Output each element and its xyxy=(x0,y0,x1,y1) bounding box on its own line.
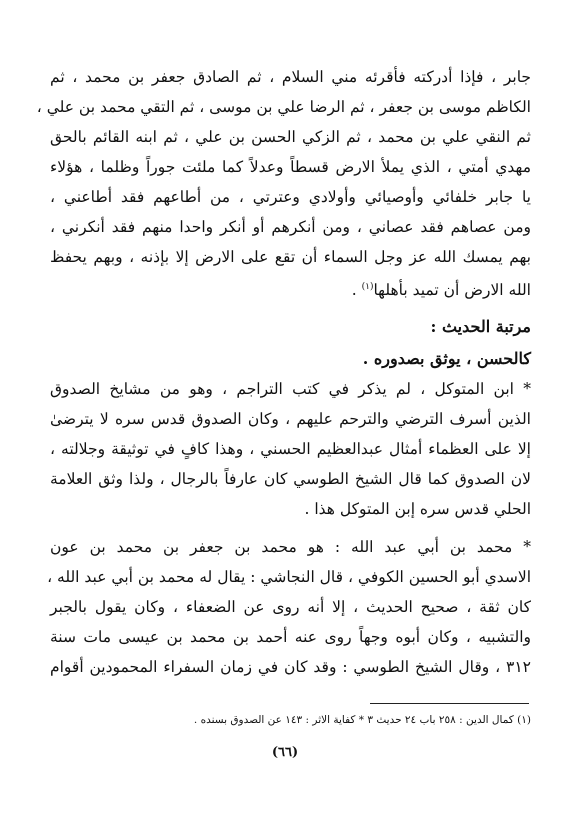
text-line: ومن عصاهم فقد عصاني ، ومن أنكرهم أو أنكر واحدا منهم فقد أنكرني ، xyxy=(50,218,531,236)
footnote-divider xyxy=(370,703,529,704)
text-line: الكاظم موسى بن جعفر ، ثم الرضا علي بن موسى ، ثم التقي محمد بن علي ، xyxy=(36,98,531,116)
text-line: لان الصدوق كما قال الشيخ الطوسي كان عارفاً بالرجال ، ولذا وثق العلامة xyxy=(50,470,531,488)
text-line xyxy=(50,276,531,301)
text-line: جابر ، فإذا أدركته فأقرئه مني السلام ، ثم الصادق جعفر بن محمد ، ثم xyxy=(50,68,531,86)
text-line: يا جابر خلفائي وأوصيائي وأولادي وعترتي ، من أطاعهم فقد أطاعني ، xyxy=(50,188,531,206)
text-fragment: . xyxy=(351,281,362,300)
text-line: الاسدي أبو الحسين الكوفي ، قال النجاشي : يقال له محمد بن أبي عبد الله ، xyxy=(47,568,531,586)
text-line: الذين أسرف الترضي والترحم عليهم ، وكان الصدوق قدس سره لا يترضىٰ xyxy=(50,410,531,428)
footnote-marker: (١) xyxy=(361,282,374,292)
text-line: ٣١٢ ، وقال الشيخ الطوسي : وقد كان في زمان السفراء المحمودين أقوام xyxy=(50,658,531,676)
text-line: والتشبيه ، وكان أبوه وجهاً روى عنه أحمد بن محمد بن عيسى مات سنة xyxy=(50,628,531,646)
section-heading: مرتبة الحديث : xyxy=(430,317,531,336)
text-line: بهم يمسك الله عز وجل السماء أن تقع على الارض إلا بإذنه ، وبهم يحفظ xyxy=(50,248,531,266)
text-line: مهدي أمتي ، الذي يملأ الارض قسطاً وعدلاً كما ملئت جوراً وظلما ، هؤلاء xyxy=(50,158,531,176)
text-fragment: الله الارض أن تميد بأهلها xyxy=(373,281,531,300)
text-line: * محمد بن أبي عبد الله : هو محمد بن جعفر بن محمد بن عون xyxy=(50,538,531,556)
grading-statement: كالحسن ، يوثق بصدوره . xyxy=(362,349,531,368)
page-number: (٦٦) xyxy=(271,745,299,760)
text-line: إلا على العظماء أمثال عبدالعظيم الحسني ، وهذا كافٍ في توثيقة وجلالته ، xyxy=(50,440,531,458)
footnote: (١) كمال الدين : ٢٥٨ باب ٢٤ حديث ٣ * كفاية الاثر : ١٤٣ عن الصدوق بسنده . xyxy=(193,714,531,726)
text-line: * ابن المتوكل ، لم يذكر في كتب التراجم ، وهو من مشايخ الصدوق xyxy=(50,380,531,398)
text-line: ثم النقي علي بن محمد ، ثم الزكي الحسن بن علي ، ثم ابنه القائم بالحق xyxy=(50,128,531,146)
text-line: الحلي قدس سره إبن المتوكل هذا . xyxy=(304,500,531,518)
text-line: كان ثقة ، صحيح الحديث ، إلا أنه روى عن الضعفاء ، وكان يقول بالجبر xyxy=(50,598,531,616)
